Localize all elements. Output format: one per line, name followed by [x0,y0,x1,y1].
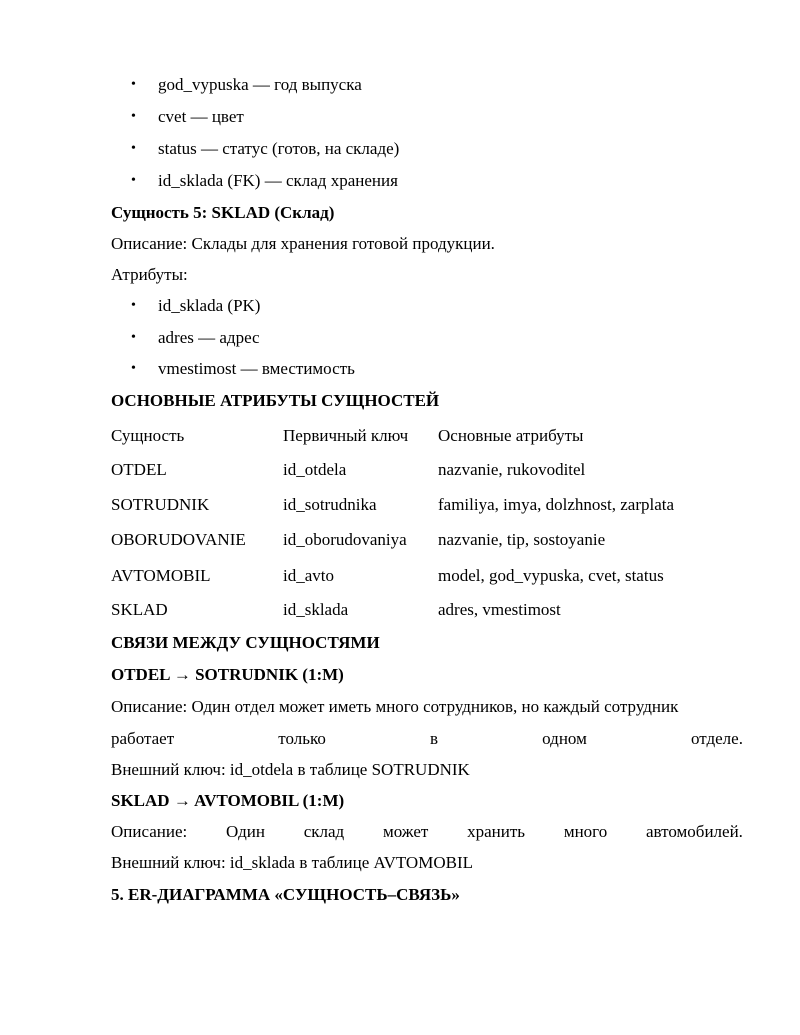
bullet-icon: • [131,109,136,124]
word: в [430,729,439,748]
relation-title: OTDEL → SOTRUDNIK (1:M) [111,665,344,684]
list-item: cvet — цвет [158,107,244,126]
list-item: status — статус (готов, на складе) [158,139,400,158]
bullet-icon: • [131,77,136,92]
table-cell: OTDEL [111,460,167,479]
entity-description: Описание: Склады для хранения готовой продукции. [111,234,495,253]
table-cell: id_otdela [283,460,347,479]
list-item: id_sklada (FK) — склад хранения [158,171,398,190]
foreign-key-note: Внешний ключ: id_otdela в таблице SOTRUDNIK [111,760,470,779]
list-item: vmestimost — вместимость [158,359,355,378]
table-cell: id_avto [283,566,334,585]
section-heading: 5. ER-ДИАГРАММА «СУЩНОСТЬ–СВЯЗЬ» [111,885,460,904]
table-cell: nazvanie, tip, sostoyanie [438,530,606,549]
relation-description-line [111,728,743,750]
word: может [382,822,429,841]
word: отделе. [691,729,743,748]
relation-description: Описание: Один отдел может иметь много сотрудников, но каждый сотрудник [111,697,679,716]
word: много [563,822,608,841]
foreign-key-note: Внешний ключ: id_sklada в таблице AVTOMOBIL [111,853,473,872]
word: Один [226,822,265,841]
table-cell: AVTOMOBIL [111,566,211,585]
relation-title: SKLAD → AVTOMOBIL (1:M) [111,791,345,810]
entity-heading: Сущность 5: SKLAD (Склад) [111,203,335,222]
attributes-label: Атрибуты: [111,265,188,284]
word: только [278,729,326,748]
bullet-icon: • [131,298,136,313]
table-cell: adres, vmestimost [438,600,561,619]
word: хранить [467,822,526,841]
table-header-cell: Основные атрибуты [438,426,584,445]
bullet-icon: • [131,330,136,345]
table-cell: familiya, imya, dolzhnost, zarplata [438,495,675,514]
table-cell: OBORUDOVANIE [111,530,246,549]
bullet-icon: • [131,173,136,188]
word: Описание: [111,822,188,841]
list-item: adres — адрес [158,328,260,347]
table-header-cell: Сущность [111,426,185,445]
relation-description-line [111,821,743,843]
table-cell: id_sklada [283,600,349,619]
word: работает [111,729,175,748]
bullet-icon: • [131,361,136,376]
bullet-icon: • [131,141,136,156]
list-item: id_sklada (PK) [158,296,261,315]
list-item: god_vypuska — год выпуска [158,75,362,94]
word: одном [542,729,587,748]
table-header-cell: Первичный ключ [283,426,409,445]
table-cell: id_oborudovaniya [283,530,407,549]
table-cell: SOTRUDNIK [111,495,210,514]
table-cell: id_sotrudnika [283,495,377,514]
section-heading: СВЯЗИ МЕЖДУ СУЩНОСТЯМИ [111,633,380,652]
table-cell: SKLAD [111,600,168,619]
section-heading: ОСНОВНЫЕ АТРИБУТЫ СУЩНОСТЕЙ [111,391,440,410]
table-cell: model, god_vypuska, cvet, status [438,566,664,585]
word: склад [303,822,345,841]
table-cell: nazvanie, rukovoditel [438,460,586,479]
word: автомобилей. [646,822,743,841]
